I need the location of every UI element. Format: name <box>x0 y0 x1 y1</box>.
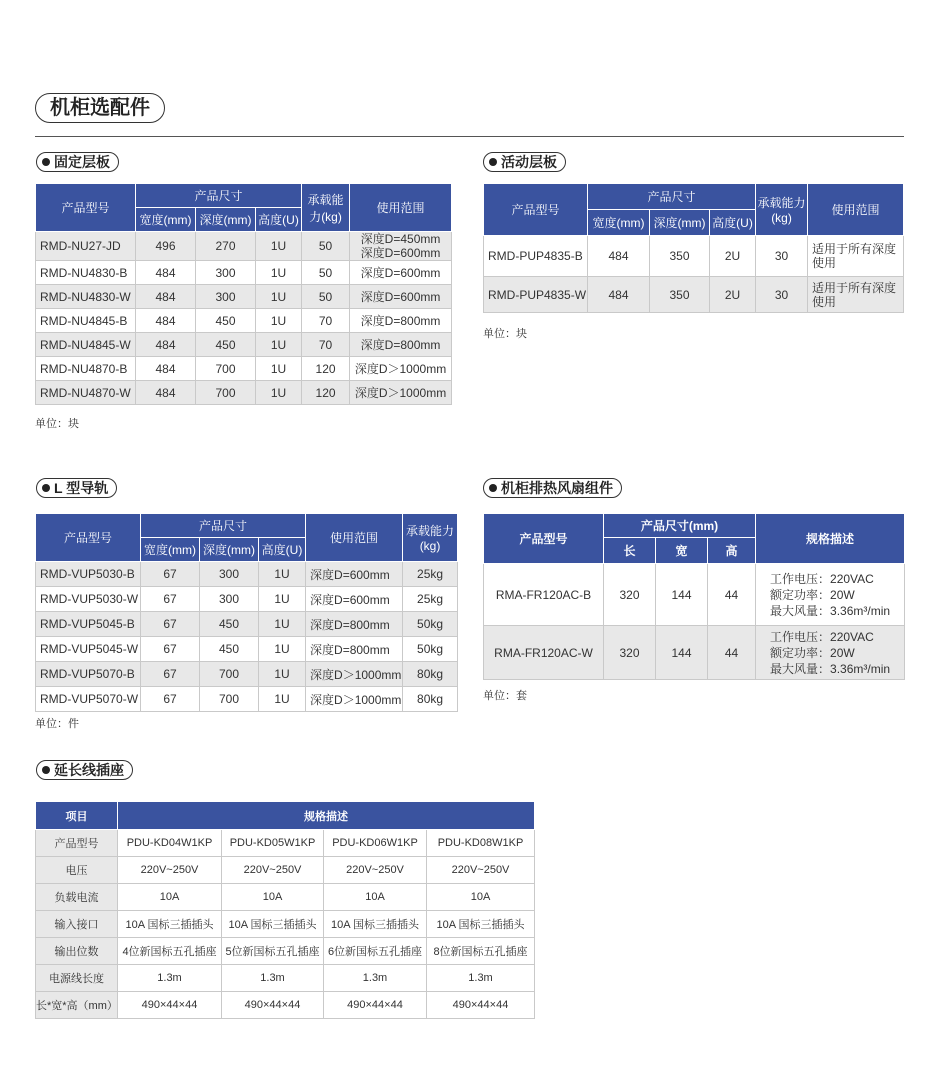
cell-model: RMD-NU4870-B <box>36 357 136 381</box>
cell-width: 484 <box>136 357 196 381</box>
fan-table <box>483 513 905 680</box>
cell-height: 1U <box>259 687 306 712</box>
cell-height: 1U <box>259 562 306 587</box>
cell-height: 1U <box>256 381 302 405</box>
cell-width: 484 <box>136 285 196 309</box>
table-row <box>36 911 535 938</box>
cell-model: RMA-FR120AC-W <box>484 626 604 680</box>
title-divider <box>35 136 904 137</box>
cell-value: 10A 国标三插插头 <box>324 911 427 938</box>
header-size: 产品尺寸 <box>141 514 306 538</box>
cell-width: 67 <box>141 662 200 687</box>
fan-unit: 单位：套 <box>483 690 527 702</box>
cell-value: 1.3m <box>427 965 535 992</box>
cell-value: 10A 国标三插插头 <box>118 911 222 938</box>
row-label: 长*宽*高（mm） <box>36 992 118 1019</box>
cell-model: RMD-VUP5070-B <box>36 662 141 687</box>
cell-height: 1U <box>256 309 302 333</box>
table-row <box>36 687 458 712</box>
cell-value: 220V~250V <box>324 857 427 884</box>
cell-spec: 工作电压：220VAC 额定功率：20W 最大风量：3.36m³/min <box>756 564 905 626</box>
cell-depth: 700 <box>196 381 256 405</box>
cell-model: RMD-NU4830-B <box>36 261 136 285</box>
cell-value: PDU-KD04W1KP <box>118 830 222 857</box>
table-row <box>36 637 458 662</box>
cell-value: 4位新国标五孔插座 <box>118 938 222 965</box>
header-model: 产品型号 <box>484 184 588 236</box>
cell-load: 50 <box>302 261 350 285</box>
cell-model: RMD-PUP4835-B <box>484 236 588 277</box>
header-range: 使用范围 <box>808 184 904 236</box>
cell-load: 80kg <box>403 687 458 712</box>
cell-load: 70 <box>302 309 350 333</box>
cell-load: 50kg <box>403 612 458 637</box>
cell-height: 1U <box>259 612 306 637</box>
cell-height: 1U <box>256 232 302 261</box>
cell-load: 30 <box>756 236 808 277</box>
fixed-shelf-table <box>35 183 452 405</box>
row-label: 产品型号 <box>36 830 118 857</box>
cell-range: 深度D＞1000mm <box>350 381 452 405</box>
bullet-icon <box>489 484 497 492</box>
table-row <box>36 587 458 612</box>
table-row <box>36 285 452 309</box>
bullet-icon <box>42 158 50 166</box>
cell-model: RMD-NU4830-W <box>36 285 136 309</box>
table-row <box>36 612 458 637</box>
table-row <box>36 357 452 381</box>
cell-value: 10A <box>324 884 427 911</box>
cell-range: 深度D=800mm <box>306 637 403 662</box>
cell-value: 8位新国标五孔插座 <box>427 938 535 965</box>
cell-width: 144 <box>656 626 708 680</box>
cell-value: 220V~250V <box>427 857 535 884</box>
cell-depth: 300 <box>200 587 259 612</box>
row-label: 输入接口 <box>36 911 118 938</box>
cell-load: 70 <box>302 333 350 357</box>
cell-model: RMA-FR120AC-B <box>484 564 604 626</box>
cell-width: 67 <box>141 562 200 587</box>
cell-value: 1.3m <box>222 965 324 992</box>
table-row <box>36 381 452 405</box>
cell-width: 484 <box>588 277 650 313</box>
cell-range: 深度D＞1000mm <box>306 687 403 712</box>
cell-depth: 450 <box>200 612 259 637</box>
cell-value: 10A <box>427 884 535 911</box>
cell-load: 25kg <box>403 562 458 587</box>
cell-width: 67 <box>141 687 200 712</box>
cell-model: RMD-NU27-JD <box>36 232 136 261</box>
header-load: 承载能力(kg) <box>756 184 808 236</box>
fan-section-title: 机柜排热风扇组件 <box>483 478 622 498</box>
cell-height: 44 <box>708 564 756 626</box>
l-rail-unit: 单位：件 <box>35 718 79 730</box>
row-label: 负载电流 <box>36 884 118 911</box>
table-row <box>36 884 535 911</box>
cell-value: 1.3m <box>118 965 222 992</box>
cell-depth: 350 <box>650 236 710 277</box>
cell-depth: 450 <box>196 333 256 357</box>
cell-width: 484 <box>136 261 196 285</box>
header-item: 项目 <box>36 802 118 830</box>
cell-range: 深度D=600mm <box>306 562 403 587</box>
row-label: 输出位数 <box>36 938 118 965</box>
cell-width: 67 <box>141 612 200 637</box>
cell-height: 1U <box>259 637 306 662</box>
cell-model: RMD-NU4845-W <box>36 333 136 357</box>
header-height: 高 <box>708 538 756 564</box>
row-label: 电源线长度 <box>36 965 118 992</box>
cell-load: 120 <box>302 357 350 381</box>
cell-model: RMD-NU4845-B <box>36 309 136 333</box>
header-depth: 深度(mm) <box>200 538 259 562</box>
cell-value: 6位新国标五孔插座 <box>324 938 427 965</box>
cell-value: PDU-KD06W1KP <box>324 830 427 857</box>
header-depth: 深度(mm) <box>650 210 710 236</box>
cell-model: RMD-VUP5030-B <box>36 562 141 587</box>
pdu-table <box>35 801 535 1019</box>
cell-value: 220V~250V <box>222 857 324 884</box>
cell-model: RMD-VUP5070-W <box>36 687 141 712</box>
cell-depth: 300 <box>200 562 259 587</box>
table-row <box>36 261 452 285</box>
header-spec: 规格描述 <box>118 802 535 830</box>
cell-depth: 270 <box>196 232 256 261</box>
cell-spec: 工作电压：220VAC 额定功率：20W 最大风量：3.36m³/min <box>756 626 905 680</box>
cell-range: 深度D=800mm <box>350 309 452 333</box>
pdu-section-title: 延长线插座 <box>36 760 133 780</box>
header-range: 使用范围 <box>306 514 403 562</box>
cell-length: 320 <box>604 564 656 626</box>
cell-load: 50kg <box>403 637 458 662</box>
header-range: 使用范围 <box>350 184 452 232</box>
bullet-icon <box>489 158 497 166</box>
cell-height: 44 <box>708 626 756 680</box>
cell-range: 深度D=800mm <box>306 612 403 637</box>
cell-height: 1U <box>256 261 302 285</box>
table-row <box>36 965 535 992</box>
table-row <box>36 309 452 333</box>
cell-depth: 450 <box>200 637 259 662</box>
cell-height: 2U <box>710 236 756 277</box>
active-shelf-table <box>483 183 904 313</box>
cell-width: 67 <box>141 637 200 662</box>
table-row <box>484 626 905 680</box>
cell-height: 1U <box>256 357 302 381</box>
cell-range: 适用于所有深度 使用 <box>808 277 904 313</box>
bullet-icon <box>42 766 50 774</box>
header-model: 产品型号 <box>36 184 136 232</box>
cell-width: 496 <box>136 232 196 261</box>
cell-range: 适用于所有深度 使用 <box>808 236 904 277</box>
cell-value: 10A 国标三插插头 <box>427 911 535 938</box>
header-size: 产品尺寸 <box>136 184 302 208</box>
table-row <box>36 857 535 884</box>
cell-load: 50 <box>302 232 350 261</box>
cell-width: 144 <box>656 564 708 626</box>
cell-load: 50 <box>302 285 350 309</box>
cell-width: 484 <box>136 309 196 333</box>
header-load: 承载能力(kg) <box>302 184 350 232</box>
cell-depth: 700 <box>200 662 259 687</box>
cell-value: 10A <box>222 884 324 911</box>
cell-width: 484 <box>588 236 650 277</box>
cell-load: 80kg <box>403 662 458 687</box>
cell-value: PDU-KD05W1KP <box>222 830 324 857</box>
l-rail-table <box>35 513 458 712</box>
cell-depth: 300 <box>196 261 256 285</box>
header-height: 高度(U) <box>256 208 302 232</box>
cell-height: 2U <box>710 277 756 313</box>
row-label: 电压 <box>36 857 118 884</box>
cell-width: 484 <box>136 333 196 357</box>
page-title: 机柜选配件 <box>35 93 165 123</box>
header-height: 高度(U) <box>259 538 306 562</box>
cell-range: 深度D=600mm <box>350 261 452 285</box>
cell-width: 484 <box>136 381 196 405</box>
table-row <box>36 333 452 357</box>
l-rail-section-title: L 型导轨 <box>36 478 117 498</box>
header-load: 承载能力(kg) <box>403 514 458 562</box>
table-row <box>36 830 535 857</box>
cell-range: 深度D＞1000mm <box>306 662 403 687</box>
header-width: 宽度(mm) <box>136 208 196 232</box>
cell-value: 10A 国标三插插头 <box>222 911 324 938</box>
bullet-icon <box>42 484 50 492</box>
table-row <box>36 938 535 965</box>
header-model: 产品型号 <box>484 514 604 564</box>
cell-height: 1U <box>256 333 302 357</box>
table-row <box>36 992 535 1019</box>
cell-load: 25kg <box>403 587 458 612</box>
cell-model: RMD-VUP5030-W <box>36 587 141 612</box>
cell-range: 深度D=600mm <box>350 285 452 309</box>
cell-load: 120 <box>302 381 350 405</box>
header-spec: 规格描述 <box>756 514 905 564</box>
table-row <box>484 564 905 626</box>
table-row <box>36 662 458 687</box>
header-size: 产品尺寸(mm) <box>604 514 756 538</box>
cell-model: RMD-PUP4835-W <box>484 277 588 313</box>
cell-range: 深度D=600mm <box>306 587 403 612</box>
table-row <box>484 277 904 313</box>
header-width: 宽 <box>656 538 708 564</box>
cell-depth: 450 <box>196 309 256 333</box>
cell-value: 490×44×44 <box>324 992 427 1019</box>
header-depth: 深度(mm) <box>196 208 256 232</box>
header-length: 长 <box>604 538 656 564</box>
cell-height: 1U <box>259 587 306 612</box>
cell-range: 深度D=450mm 深度D=600mm <box>350 232 452 261</box>
active-shelf-section-title: 活动层板 <box>483 152 566 172</box>
header-height: 高度(U) <box>710 210 756 236</box>
cell-width: 67 <box>141 587 200 612</box>
cell-range: 深度D=800mm <box>350 333 452 357</box>
cell-height: 1U <box>256 285 302 309</box>
cell-height: 1U <box>259 662 306 687</box>
header-size: 产品尺寸 <box>588 184 756 210</box>
cell-model: RMD-VUP5045-B <box>36 612 141 637</box>
cell-range: 深度D＞1000mm <box>350 357 452 381</box>
cell-value: PDU-KD08W1KP <box>427 830 535 857</box>
fixed-shelf-unit: 单位：块 <box>35 418 79 430</box>
cell-value: 490×44×44 <box>118 992 222 1019</box>
table-row <box>484 236 904 277</box>
cell-value: 10A <box>118 884 222 911</box>
cell-value: 490×44×44 <box>427 992 535 1019</box>
cell-length: 320 <box>604 626 656 680</box>
cell-model: RMD-VUP5045-W <box>36 637 141 662</box>
table-row <box>36 562 458 587</box>
cell-depth: 350 <box>650 277 710 313</box>
cell-load: 30 <box>756 277 808 313</box>
cell-value: 220V~250V <box>118 857 222 884</box>
cell-value: 490×44×44 <box>222 992 324 1019</box>
table-row <box>36 232 452 261</box>
fixed-shelf-section-title: 固定层板 <box>36 152 119 172</box>
cell-model: RMD-NU4870-W <box>36 381 136 405</box>
header-width: 宽度(mm) <box>141 538 200 562</box>
header-model: 产品型号 <box>36 514 141 562</box>
cell-value: 5位新国标五孔插座 <box>222 938 324 965</box>
cell-depth: 300 <box>196 285 256 309</box>
active-shelf-unit: 单位：块 <box>483 328 527 340</box>
cell-depth: 700 <box>196 357 256 381</box>
cell-depth: 700 <box>200 687 259 712</box>
cell-value: 1.3m <box>324 965 427 992</box>
header-width: 宽度(mm) <box>588 210 650 236</box>
